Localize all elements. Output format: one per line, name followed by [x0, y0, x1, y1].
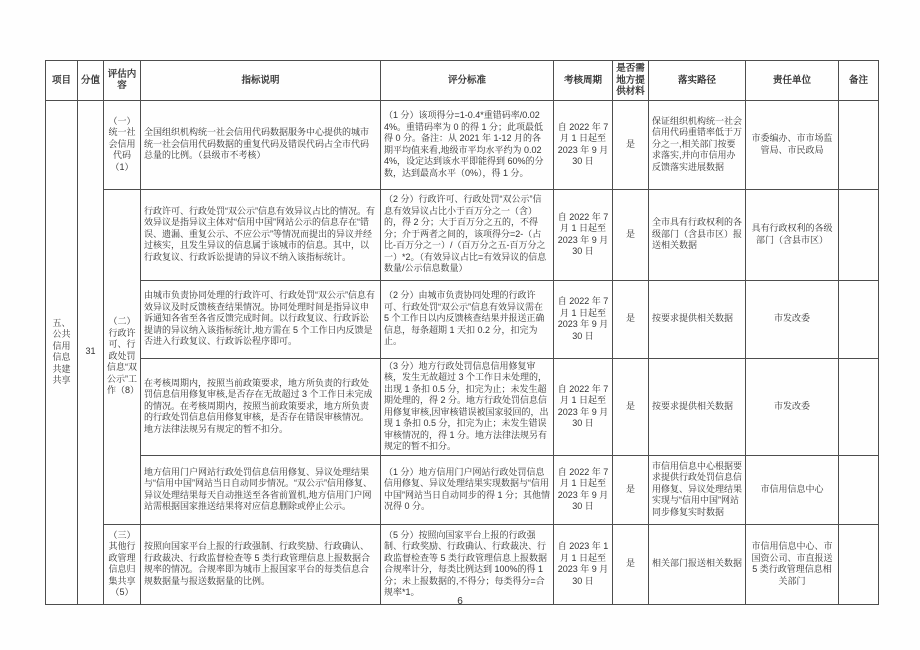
- table-row: [46, 100, 879, 189]
- table-row: [46, 455, 879, 524]
- period-cell: 自 2022 年 7 月 1 日起至 2023 年 9 月 30 日: [554, 189, 613, 280]
- period-cell: 自 2022 年 7 月 1 日起至 2023 年 9 月 30 日: [554, 455, 613, 524]
- table-header-row: [46, 61, 879, 101]
- indicator-cell: 全国组织机构统一社会信用代码数据服务中心提供的城市统一社会信用代码数据的重复代码及错误代码占全市代码总量的比例。（县级市不考核）: [141, 100, 381, 189]
- period-cell: 自 2023 年 1 月 1 日起至 2023 年 9 月 30 日: [554, 524, 613, 604]
- indicator-cell: 地方信用门户网站行政处罚信息信用修复、异议处理结果与“信用中国”网站当日自动同步情况。“双公示”信用修复、异议处理结果每天自动推送至各省前置机,地方信用门户网站需根据国家推送结果将对应信息删除或停止公示。: [141, 455, 381, 524]
- col-header-material: 是否需地方提供材料: [613, 61, 649, 101]
- col-header-score: 分值: [78, 61, 104, 101]
- table-row: [46, 280, 879, 358]
- col-header-project: 项目: [46, 61, 78, 101]
- col-header-unit: 责任单位: [746, 61, 839, 101]
- remark-cell: [839, 455, 879, 524]
- col-header-content: 评估内容: [104, 61, 141, 101]
- content-cell: （二）行政许可、行政处罚信息“双公示”工作（8）: [104, 189, 141, 524]
- standard-cell: （1 分）该项得分=1-0.4*重错码率/0.024%。重错码率为 0 的得 1 分；此项最低得 0 分。备注：从 2021 年 1-12 月的各期平均值来看,地级市平均水平约为 0.024%，设定达到该水平即能得到 60%的分数，达到最高水平（0%），得 1 分。: [381, 100, 554, 189]
- material-cell: 是: [613, 189, 649, 280]
- project-name-cell: 五、公共信用信息共建共享: [46, 100, 78, 604]
- col-header-period: 考核周期: [554, 61, 613, 101]
- path-cell: 按要求提供相关数据: [649, 280, 746, 358]
- standard-cell: （2 分）由城市负责协同处理的行政许可、行政处罚“双公示”信息有效异议需在 5 个工作日以内反馈核查结果并报送正确信息，每条超期 1 天扣 0.2 分，扣完为止。: [381, 280, 554, 358]
- col-header-remark: 备注: [839, 61, 879, 101]
- unit-cell: 市信用信息中心、市国资公司、市直报送 5 类行政管理信息相关部门: [746, 524, 839, 604]
- unit-cell: 市发改委: [746, 280, 839, 358]
- remark-cell: [839, 358, 879, 455]
- table-row: [46, 189, 879, 280]
- page-number: 6: [457, 596, 463, 607]
- period-cell: 自 2022 年 7 月 1 日起至 2023 年 9 月 30 日: [554, 358, 613, 455]
- table-row: [46, 524, 879, 604]
- material-cell: 是: [613, 100, 649, 189]
- unit-cell: 市发改委: [746, 358, 839, 455]
- path-cell: 市信用信息中心根据要求提供行政处罚信息信用修复、异议处理结果实现与“信用中国”网站同步修复实时数据: [649, 455, 746, 524]
- evaluation-table: [45, 60, 879, 605]
- path-cell: 保证组织机构统一社会信用代码重错率低于万分之一,相关部门按要求落实,并向市信用办反馈落实进展数据: [649, 100, 746, 189]
- project-score-cell: 31: [78, 100, 104, 604]
- content-cell: （三）其他行政管理信息归集共享（5）: [104, 524, 141, 604]
- material-cell: 是: [613, 455, 649, 524]
- indicator-cell: 在考核周期内，按照当前政策要求，地方所负责的行政处罚信息信用修复审核,是否存在无故超过 3 个工作日未完成的情况。在考核周期内，按照当前政策要求，地方所负责的行政处罚信息信用修复审核，是否存在错误审核情况。地方法律法规另有规定的暂不扣分。: [141, 358, 381, 455]
- col-header-standard: 评分标准: [381, 61, 554, 101]
- remark-cell: [839, 524, 879, 604]
- period-cell: 自 2022 年 7 月 1 日起至 2023 年 9 月 30 日: [554, 100, 613, 189]
- standard-cell: （5 分）按照向国家平台上报的行政强制、行政奖励、行政确认、行政裁决、行政监督检查等 5 类行政管理信息上报数据合规率计分，每类比例达到 100%的得 1 分；未上报数据的,不得分；每类得分=合规率*1。: [381, 524, 554, 604]
- content-cell: （一）统一社会信用代码（1）: [104, 100, 141, 189]
- unit-cell: 市信用信息中心: [746, 455, 839, 524]
- material-cell: 是: [613, 524, 649, 604]
- standard-cell: （3 分）地方行政处罚信息信用修复审核，发生无故超过 3 个工作日未处理的，出现 1 条扣 0.5 分，扣完为止；未发生超期处理的，得 2 分。地方行政处罚信息信用修复审核,因审核错误被国家驳回的，出现 1 条扣 0.5 分，扣完为止；未发生错误审核情况的，得 1 分。地方法律法规另有规定的暂不扣分。: [381, 358, 554, 455]
- remark-cell: [839, 100, 879, 189]
- standard-cell: （2 分）行政许可、行政处罚“双公示”信息有效异议占比小于百万分之一（含）的，得 2 分；大于百万分之五的，不得分；介于两者之间的，该项得分=2-（占比-百万分之一）/（百万分之五-百万分之一）*2。（有效异议占比=有效异议的信息数量/公示信息数量）: [381, 189, 554, 280]
- remark-cell: [839, 280, 879, 358]
- standard-cell: （1 分）地方信用门户网站行政处罚信息信用修复、异议处理结果实现数据与“信用中国”网站当日自动同步的得 1 分；其他情况得 0 分。: [381, 455, 554, 524]
- material-cell: 是: [613, 280, 649, 358]
- table-row: [46, 358, 879, 455]
- unit-cell: 具有行政权利的各级部门（含县市区）: [746, 189, 839, 280]
- path-cell: 全市具有行政权利的各级部门（含县市区）报送相关数据: [649, 189, 746, 280]
- period-cell: 自 2022 年 7 月 1 日起至 2023 年 9 月 30 日: [554, 280, 613, 358]
- col-header-indicator: 指标说明: [141, 61, 381, 101]
- path-cell: 相关部门报送相关数据: [649, 524, 746, 604]
- unit-cell: 市委编办、市市场监管局、市民政局: [746, 100, 839, 189]
- indicator-cell: 按照向国家平台上报的行政强制、行政奖励、行政确认、行政裁决、行政监督检查等 5 类行政管理信息上报数据合规率的情况。合规率即为城市上报国家平台的每类信息合规数据量与报送数据量的比例。: [141, 524, 381, 604]
- material-cell: 是: [613, 358, 649, 455]
- col-header-path: 落实路径: [649, 61, 746, 101]
- remark-cell: [839, 189, 879, 280]
- indicator-cell: 行政许可、行政处罚“双公示”信息有效异议占比的情况。有效异议是指异议主体对“信用中国”网站公示的信息存在“错误、遗漏、重复公示、不应公示”等情况而提出的异议并经过核实，且发生异议的信息属于该城市的信息。其中，以行政复议、行政诉讼提请的异议不纳入该指标统计。: [141, 189, 381, 280]
- indicator-cell: 由城市负责协同处理的行政许可、行政处罚“双公示”信息有效异议及时反馈核查结果情况。协同处理时间是指异议申诉通知各省至各省反馈完成时间。以行政复议、行政诉讼提请的异议纳入该指标统计,地方需在 5 个工作日内反馈是否进入行政复议、行政诉讼程序即可。: [141, 280, 381, 358]
- path-cell: 按要求提供相关数据: [649, 358, 746, 455]
